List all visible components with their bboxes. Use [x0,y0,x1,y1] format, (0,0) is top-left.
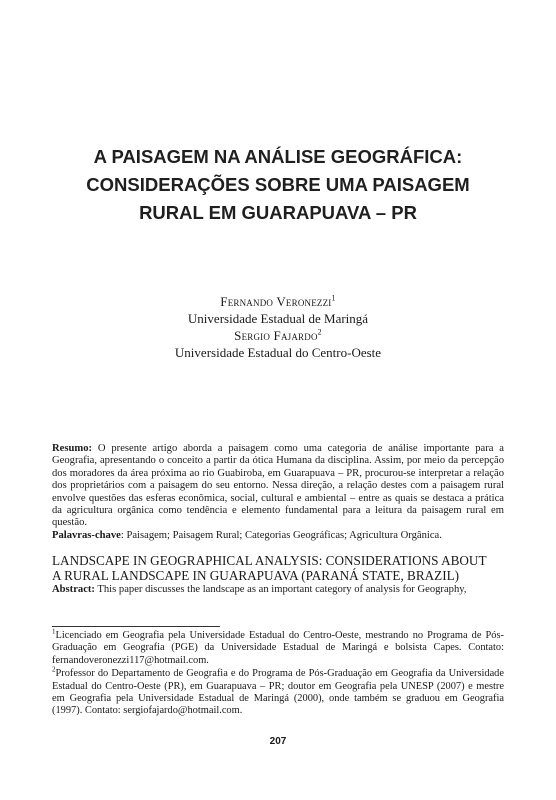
english-title [52,553,508,583]
keywords: Palavras-chave: Paisagem; Paisagem Rural; Categorias Geográficas; Agricultura Orgânica. [52,529,442,541]
author-name: Sergio Fajardo$^2$ [234,327,322,343]
title-line: CONSIDERAÇÕES SOBRE UMA PAISAGEM [86,174,470,195]
footnote-marker: 2 [52,665,56,674]
footnote-marker: 2 [317,327,322,337]
abstract-portuguese [52,443,504,542]
author-affiliation: Universidade Estadual do Centro-Oeste [174,345,382,360]
footnote-divider [52,626,220,627]
title-line: RURAL EM GUARAPUAVA – PR [139,202,417,223]
footnote: $^2$Professor do Departamento de Geografia e do Programa de Pós-Graduação em Geografia da Universidade Estadual do Centro-Oeste (PR), em Guarapuava – PR; doutor em Geografia pela UNESP (2007) e mestre em Geografia pela Universidade Estadual de Maringá (2000), onde também se graduou em Geografia (1997). Contato: sergiofajardo@hotmail.com. [52,665,504,717]
title-line: A PAISAGEM NA ANÁLISE GEOGRÁFICA: [93,146,463,167]
footnote: $^1$Licenciado em Geografia pela Universidade Estadual do Centro-Oeste, mestrando no Programa de Pós-Graduação em Geografia (PGE) da Universidade Estadual de Maringá e bolsista Capes. Contato: fernandoveronezzi117@hotmail.com. [52,627,504,666]
english-title-line: LANDSCAPE IN GEOGRAPHICAL ANALYSIS: CONSIDERATIONS ABOUT [52,553,487,568]
abstract-label: Abstract: [52,584,95,595]
article-title [40,143,516,227]
page-number: 207 [269,736,287,747]
author-name: Fernando Veronezzi$^1$ [220,293,336,309]
footnotes [52,627,504,719]
footnote-marker: 1 [331,293,336,303]
abstract-label: Resumo: [52,443,93,454]
keywords-label: Palavras-chave [52,529,121,541]
abstract-english: Abstract: This paper discusses the landscape as an important category of analysis for Geography, [52,584,467,595]
english-title-line: A RURAL LANDSCAPE IN GUARAPUAVA (PARANÁ STATE, BRAZIL) [52,568,460,583]
abstract-paragraph: Resumo: O presente artigo aborda a paisagem como uma categoria de análise importante para a Geografia, apresentando o conceito a partir da ótica Humana da disciplina. Assim, por meio da percepção dos moradores da área próxima ao rio Guabiroba, em Guarapuava – PR, procurou-se interpretar a relação dos proprietários com a paisagem do seu entorno. Nessa direção, a relação destes com a paisagem rural envolve questões das esferas econômica, social, cultural e ambiental – entre as quais se destaca a prática da agricultura orgânica como tendência e elemento fundamental para a leitura da paisagem rural em questão. [52,443,504,529]
footnote-marker: 1 [52,627,56,636]
author-block [40,293,516,361]
author-affiliation: Universidade Estadual de Maringá [187,311,369,326]
